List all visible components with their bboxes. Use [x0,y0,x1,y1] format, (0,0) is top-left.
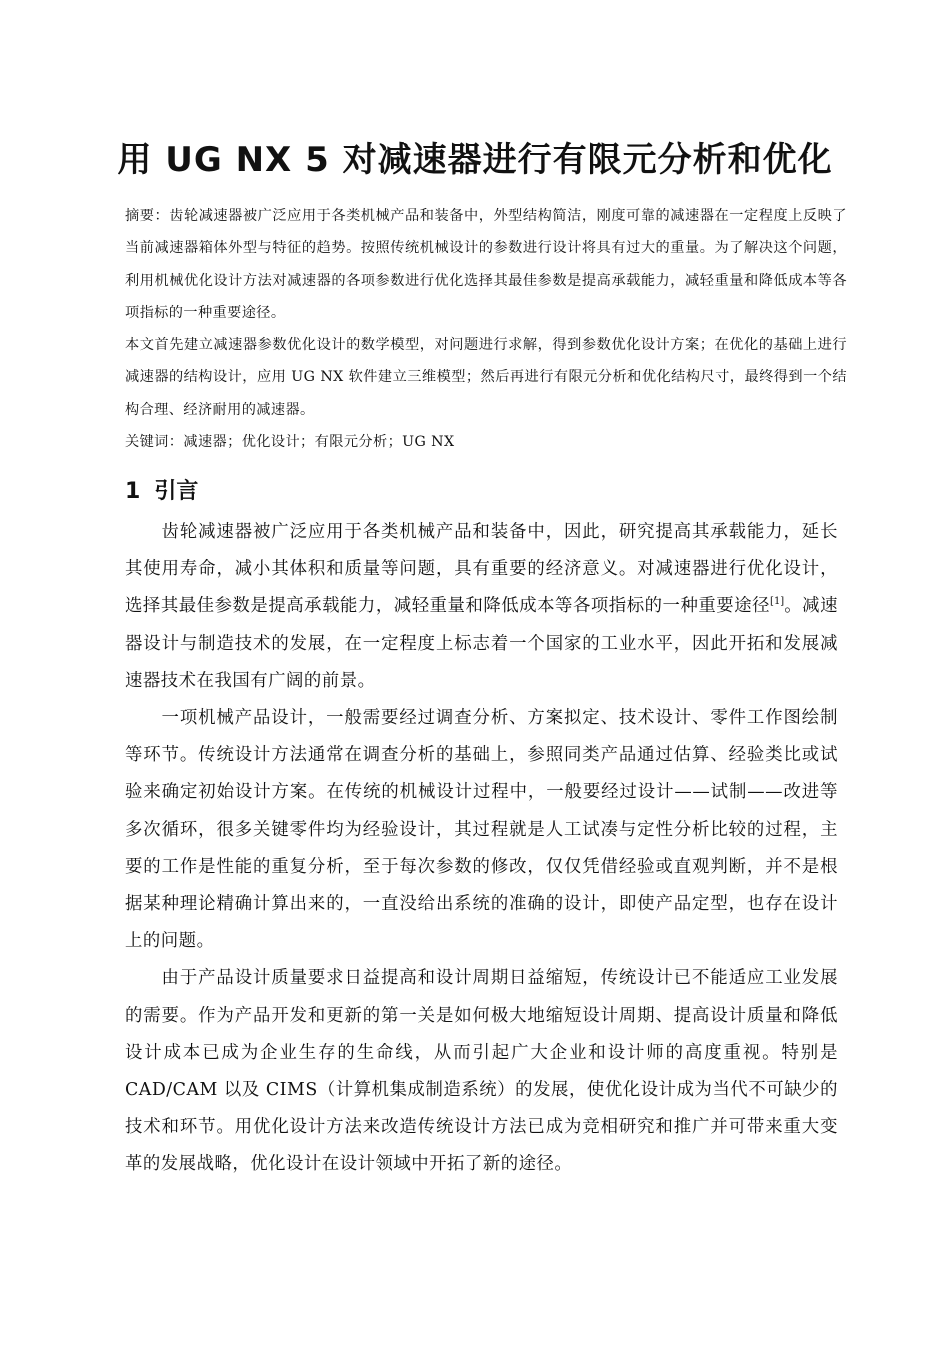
paper-title: 用 UG NX 5 对减速器进行有限元分析和优化 [117,140,833,180]
body-paragraph-1 [125,514,838,700]
body-paragraph-1-text-b: 。减速器设计与制造技术的发展，在一定程度上标志着一个国家的工业水平，因此开拓和发展减速器技术在我国有广阔的前景。 [125,596,838,691]
body-paragraph-3: 由于产品设计质量要求日益提高和设计周期日益缩短，传统设计已不能适应工业发展的需要。作为产品开发和更新的第一关是如何极大地缩短设计周期、提高设计质量和降低设计成本已成为企业生存的生命线，从而引起广大企业和设计师的高度重视。特别是 CAD/CAM 以及 CIMS（计算机集成制造系统）的发展，使优化设计成为当代不可缺少的技术和环节。用优化设计方法来改造传统设计方法已成为竞相研究和推广并可带来重大变革的发展战略，优化设计在设计领域中开拓了新的途径。 [125,968,838,1175]
abstract-paragraph-1: 摘要：齿轮减速器被广泛应用于各类机械产品和装备中，外型结构简洁，刚度可靠的减速器在一定程度上反映了当前减速器箱体外型与特征的趋势。按照传统机械设计的参数进行设计将具有过大的重量。为了解决这个问题，利用机械优化设计方法对减速器的各项参数进行优化选择其最佳参数是提高承载能力，减轻重量和降低成本等各项指标的一种重要途径。 [125,208,847,321]
abstract-paragraph-2: 本文首先建立减速器参数优化设计的数学模型，对问题进行求解，得到参数优化设计方案；在优化的基础上进行减速器的结构设计，应用 UG NX 软件建立三维模型；然后再进行有限元分析和优化结构尺寸，最终得到一个结构合理、经济耐用的减速器。 [125,337,847,418]
body-paragraph-1-text-a: 齿轮减速器被广泛应用于各类机械产品和装备中，因此，研究提高其承载能力，延长其使用寿命，减小其体积和质量等问题，具有重要的经济意义。对减速器进行优化设计，选择其最佳参数是提高承载能力，减轻重量和降低成本等各项指标的一种重要途径 [125,522,838,617]
abstract-block [125,200,847,458]
keywords-line: 关键词：减速器；优化设计；有限元分析；UG NX [125,434,455,451]
section-number: 1 [125,479,141,504]
body-paragraph-2: 一项机械产品设计，一般需要经过调查分析、方案拟定、技术设计、零件工作图绘制等环节。传统设计方法通常在调查分析的基础上，参照同类产品通过估算、经验类比或试验来确定初始设计方案。在传统的机械设计过程中，一般要经过设计——试制——改进等多次循环，很多关键零件均为经验设计，其过程就是人工试凑与定性分析比较的过程，主要的工作是性能的重复分析，至于每次参数的修改，仅仅凭借经验或直观判断，并不是根据某种理论精确计算出来的，一直没给出系统的准确的设计，即使产品定型，也存在设计上的问题。 [125,708,838,952]
citation-reference[interactable]: [1] [770,596,785,608]
section-title: 引言 [154,479,199,504]
section-body [125,514,838,1184]
section-heading [125,474,198,510]
